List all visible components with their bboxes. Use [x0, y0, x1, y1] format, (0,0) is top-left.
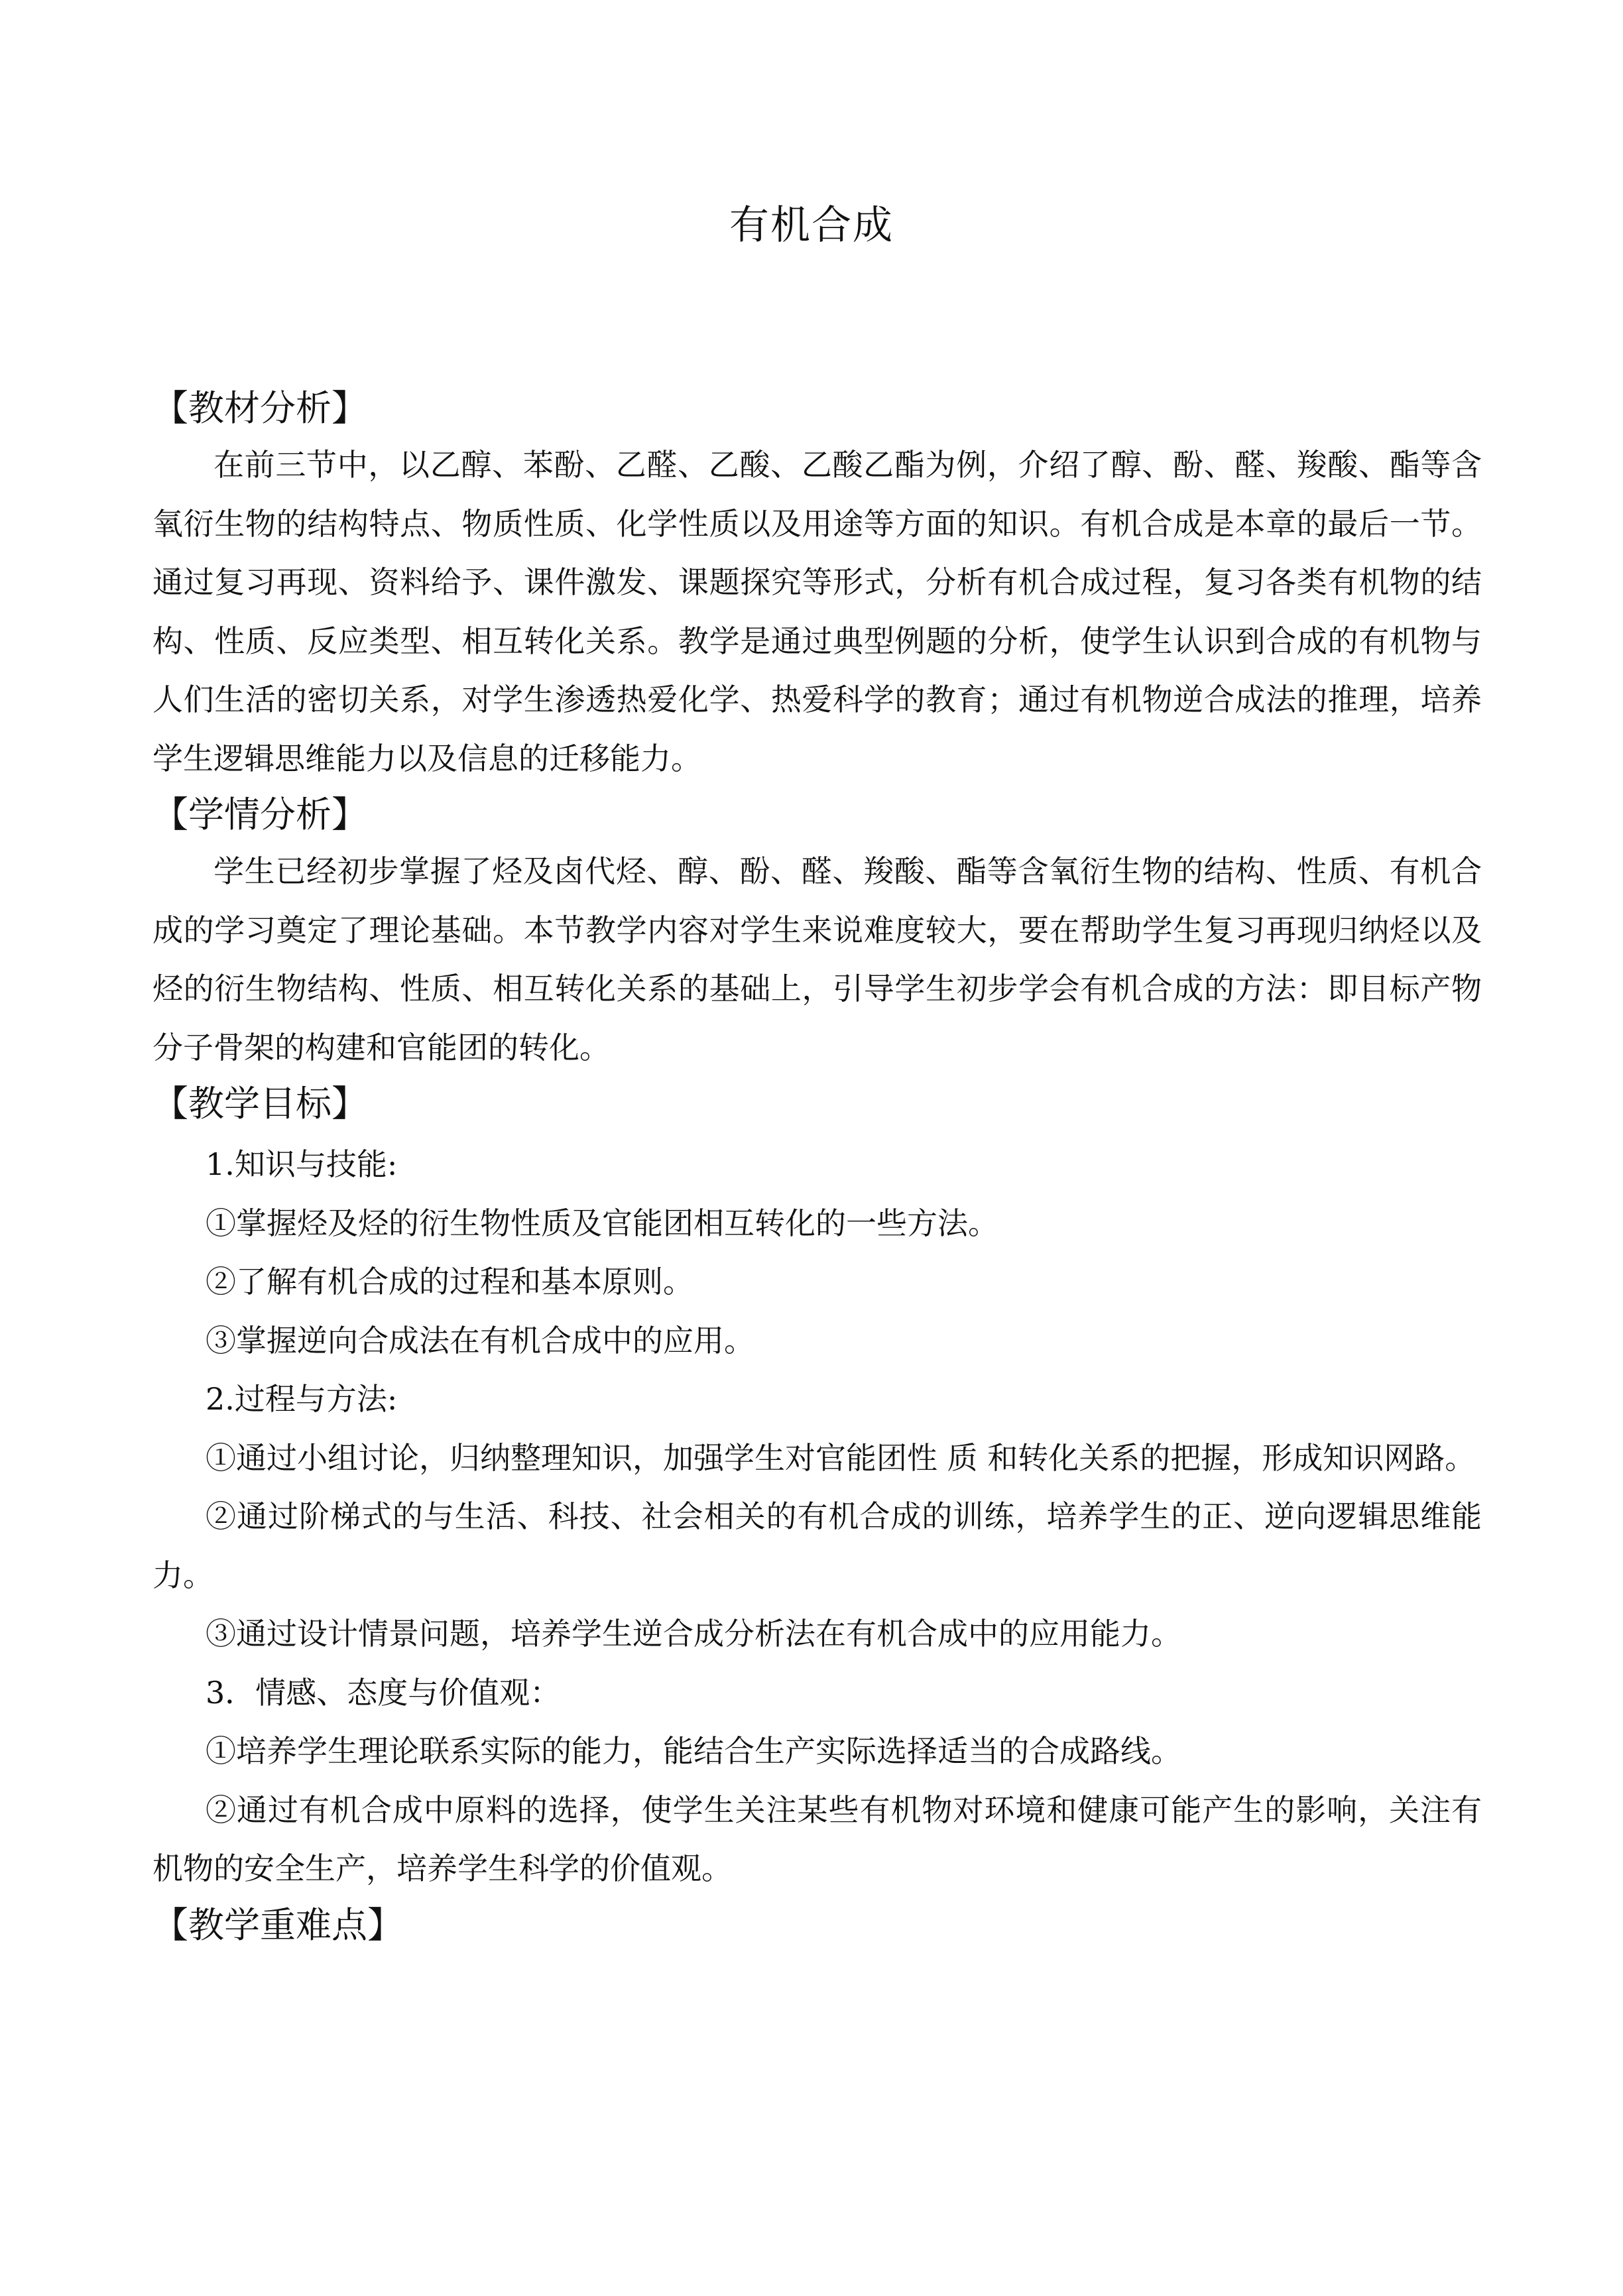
- goal-item: ①掌握烃及烃的衍生物性质及官能团相互转化的一些方法。: [206, 1205, 998, 1241]
- section-heading-textbook-analysis: 【教材分析】: [152, 387, 367, 429]
- goal-category-values: 3．情感、态度与价值观：: [206, 1674, 561, 1711]
- goal-item: ②通过有机合成中原料的选择，使学生关注某些有机物对环境和健康可能产生的影响，关注有机物的安全生产，培养学生科学的价值观。: [152, 1791, 1482, 1886]
- goal-item: ②通过阶梯式的与生活、科技、社会相关的有机合成的训练，培养学生的正、逆向逻辑思维能力。: [152, 1498, 1482, 1593]
- section-heading-key-difficult-points: 【教学重难点】: [152, 1903, 403, 1946]
- goal-item: ①通过小组讨论，归纳整理知识，加强学生对官能团性 质 和转化关系的把握，形成知识网路。: [206, 1439, 1476, 1476]
- goal-item: ①培养学生理论联系实际的能力，能结合生产实际选择适当的合成路线。: [206, 1733, 1181, 1769]
- student-analysis-paragraph: 学生已经初步掌握了烃及卤代烃、醇、酚、醛、羧酸、酯等含氧衍生物的结构、性质、有机合成的学习奠定了理论基础。本节教学内容对学生来说难度较大，要在帮助学生复习再现归纳烃以及烃的衍生物结构、性质、相互转化关系的基础上，引导学生初步学会有机合成的方法：即目标产物分子骨架的构建和官能团的转化。: [152, 853, 1482, 1065]
- goal-item: ②了解有机合成的过程和基本原则。: [206, 1264, 693, 1299]
- goal-item: ③掌握逆向合成法在有机合成中的应用。: [206, 1322, 754, 1359]
- goal-category-knowledge: 1.知识与技能:: [206, 1146, 398, 1182]
- textbook-analysis-paragraph: 在前三节中，以乙醇、苯酚、乙醛、乙酸、乙酸乙酯为例，介绍了醇、酚、醛、羧酸、酯等含氧衍生物的结构特点、物质性质、化学性质以及用途等方面的知识。有机合成是本章的最后一节。通过复习再现、资料给予、课件激发、课题探究等形式，分析有机合成过程，复习各类有机物的结构、性质、反应类型、相互转化关系。教学是通过典型例题的分析，使学生认识到合成的有机物与人们生活的密切关系，对学生渗透热爱化学、热爱科学的教育；通过有机物逆合成法的推理，培养学生逻辑思维能力以及信息的迁移能力。: [152, 447, 1482, 776]
- goal-item: ③通过设计情景问题，培养学生逆合成分析法在有机合成中的应用能力。: [206, 1616, 1181, 1652]
- document-title: 有机合成: [729, 202, 894, 249]
- section-heading-teaching-goals: 【教学目标】: [152, 1083, 367, 1124]
- goal-category-process: 2.过程与方法:: [206, 1381, 398, 1417]
- section-heading-student-analysis: 【学情分析】: [152, 794, 367, 835]
- document-body: [152, 381, 1482, 1953]
